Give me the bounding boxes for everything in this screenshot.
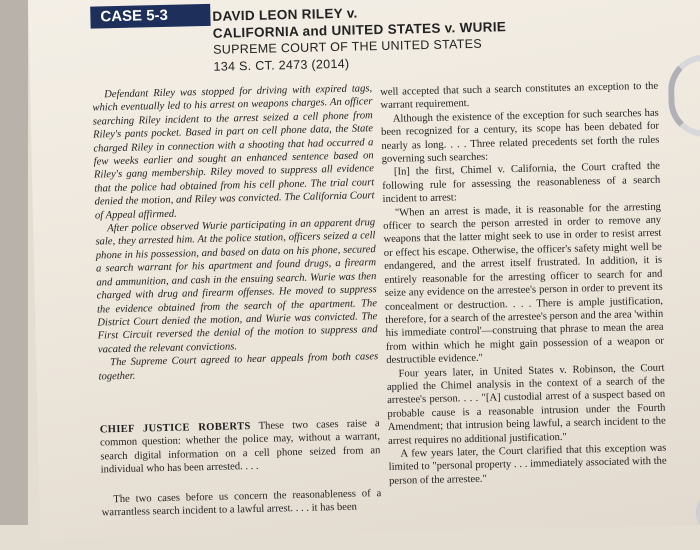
facts-wurie: After police observed Wurie participating in an apparent drug sale, they arrested him. At the police station, officers seized a cell phone in his possession, and based on data on his phone, secured a search warrant for his apartment and found drugs, a firearm and ammunition, and cash in the ensuing search. Wurie was then charged with drug and firearm offenses. He moved to suppress the evidence obtained from the search of the apartment. The District Court denied the motion, and Wurie was convicted. The First Circuit reversed the denial of the motion to suppress and vacated the relevant convictions. [95,217,378,356]
court-name: SUPREME COURT OF THE UNITED STATES [213,36,483,57]
right-paragraph-6: A few years later, the Court clarified that this exception was limited to "personal property . . . immediately associated with the person of the arrestee." [388,442,667,487]
right-paragraph-robinson: Four years later, in United States v. Robinson, the Court applied the Chimel analysis in the context of a search of the arrestee's person. . . . "[A] custodial arrest of a suspect based on probable cause is a reasonable intrusion under the Fourth Amendment; that intrusion being lawful, a search incident to the arrest requires no additional justification." [386,362,666,447]
case-citation: 134 S. CT. 2473 (2014) [213,56,350,74]
right-paragraph-2: Although the existence of the exception for such searches has been recognized for a century, its scope has been debated for nearly as long. . . . Three related precedents set forth the rules governing such searches: [380,107,660,166]
opinion-intro [100,417,381,477]
page-edge [0,0,28,525]
binder-ring [667,54,700,138]
right-paragraph-3: [In] the first, Chimel v. California, the Court crafted the following rule for assessing the reasonableness of a search incident to arrest: [382,161,661,206]
facts-appeal: The Supreme Court agreed to hear appeals from both cases together. [98,351,379,383]
right-column [380,80,667,488]
case-header [212,0,633,76]
opinion-intro-text: These two cases raise a common question: whether the police may, without a warrant, search digital information on a cell phone seized from an individual who has been arrested. . . . [99,418,381,476]
justice-name: CHIEF JUSTICE ROBERTS [99,420,251,436]
left-column [92,82,382,520]
right-paragraph-1: well accepted that such a search constitutes an exception to the warrant requirement. [380,80,659,112]
book-page [28,0,700,540]
binder-ring-lower [695,490,700,535]
case-title-line2: CALIFORNIA and UNITED STATES v. WURIE [212,19,507,41]
facts-riley: Defendant Riley was stopped for driving with expired tags, which eventually led to his arrest on weapons charges. An officer searching Riley incident to the arrest seized a cell phone from Riley's pants pocket. Based in part on cell phone data, the State charged Riley in connection with a shooting that had occurred a few weeks earlier and sought an enhanced sentence based on Riley's gang membership. Riley moved to suppress all evidence that the police had obtained from his cell phone. The trial court denied the motion, and Riley was convicted. The California Court of Appeal affirmed. [92,83,375,222]
opinion-paragraph: The two cases before us concern the reasonableness of a warrantless search incident to a lawful arrest. . . . it has been [101,487,382,519]
case-title-line1: DAVID LEON RILEY v. [212,5,358,24]
chimel-quote: "When an arrest is made, it is reasonable for the arresting officer to search the person arrested in order to remove any weapons that the latter might seek to use in order to resist arrest or effect his escape. Otherwise, the officer's safety might well be endangered, and the arrest itself frustrated. In addition, it is entirely reasonable for the arresting officer to search for and seize any evidence on the arrestee's person in order to prevent its concealment or destruction. . . . There is ample justification, therefore, for a search of the arrestee's person and the area 'within his immediate control'—construing that phrase to mean the area from within which he might gain possession of a weapon or destructible evidence." [383,201,665,367]
case-badge: CASE 5-3 [90,4,210,29]
